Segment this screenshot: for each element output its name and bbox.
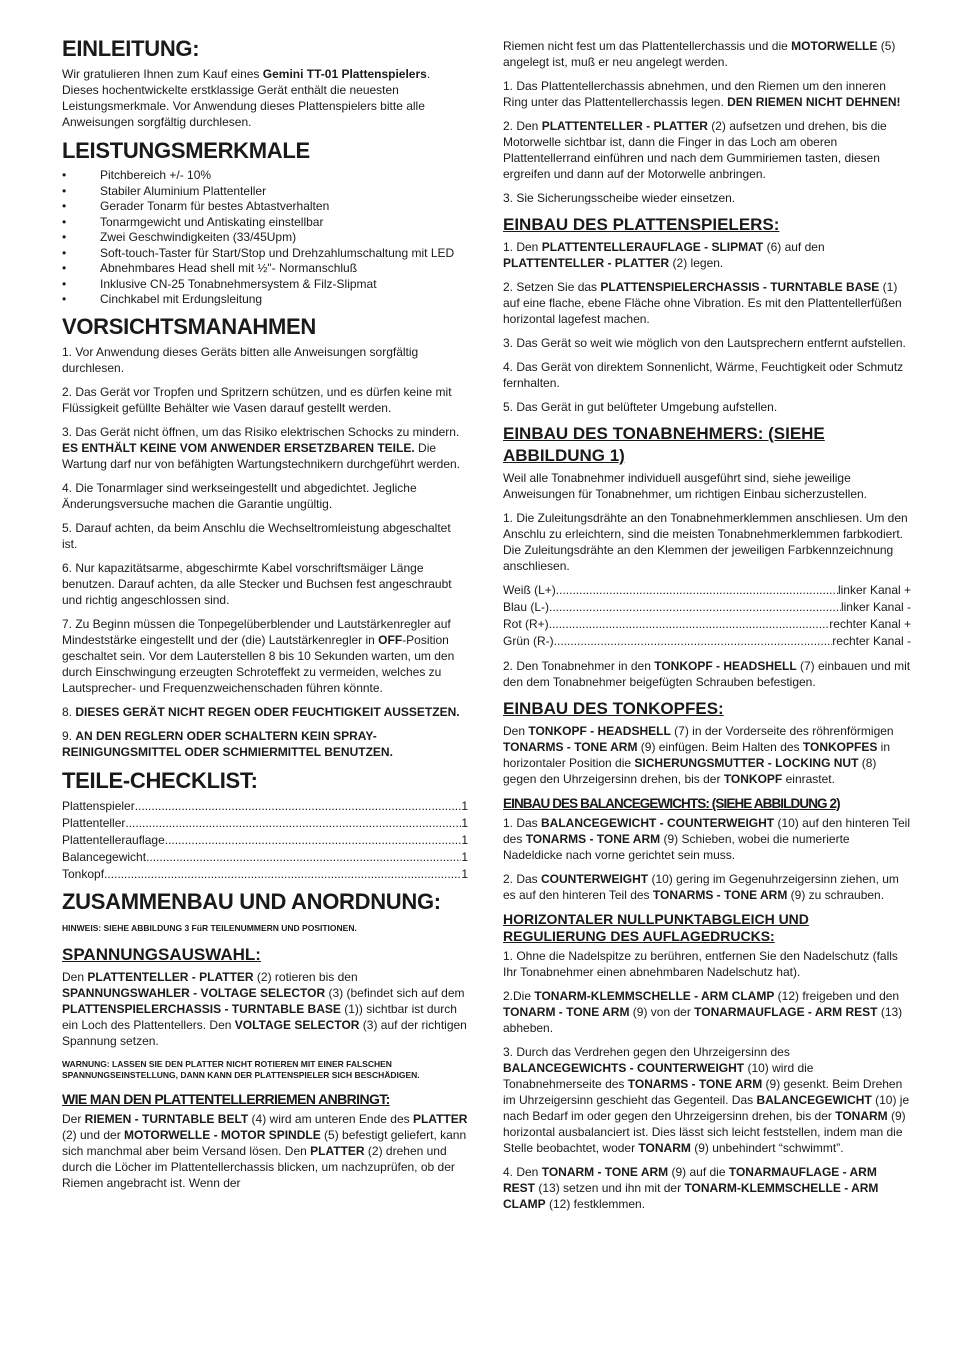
vorsicht-item: 5. Darauf achten, da beim Anschlu die Wechseltromleistung abgeschaltet ist. (62, 520, 451, 551)
tonabnehmer-step: 1. Die Zuleitungsdrähte an den Tonabnehmerklemmen anschliesen. Um den Anschlu zu erleichtern, sind die meisten Tonabnehmerklemmen farbkodiert. Die Zuleitungsdrähte an den Klemmen der jeweiligen Farbkennzeichnung anschliesen. (503, 511, 908, 573)
part-name: Tonkopf (62, 866, 105, 881)
tonabnehmer-step: 2. Den Tonabnehmer in den TONKOPF - HEADSHELL (7) einbauen und mit den dem Tonabnehmer beigefügten Schrauben befestigen. (503, 659, 911, 689)
einbau-step: 4. Das Gerät von direktem Sonnenlicht, Wärme, Feuchtigkeit oder Schmutz fernhalten. (503, 360, 904, 390)
einbau-tonabnehmer-heading: EINBAU DES TONABNEHMERS: (SIEHE ABBILDUNG 1) (503, 424, 825, 465)
riemen-heading: WIE MAN DEN PLATTENTELLERRIEMEN ANBRINGT: (62, 1090, 390, 1107)
balance-step: 2. Das COUNTERWEIGHT (10) gering im Gegenuhrzeigersinn ziehen, um es auf den hinteren Teil des TONARMS - TONE ARM (9) zu schrauben. (503, 872, 899, 902)
part-name: Plattenteller (62, 815, 126, 830)
list-item: • Pitchbereich +/- 10% (62, 168, 468, 184)
riemen-step: 1. Das Plattentellerchassis abnehmen, und den Riemen um den inneren Ring unter das Plattentellerchassis legen. DEN RIEMEN NICHT DEHNEN! (503, 79, 901, 109)
tonkopf-text: Den TONKOPF - HEADSHELL (7) in der Vorderseite des röhrenförmigen TONARMS - TONE ARM (9) einfügen. Beim Halten des TONKOPFES in horizontaler Position die SICHERUNGSMUTTER - LOCKING NUT (8) gegen den Uhrzeigersinn drehen, bis der TONKOPF einrastet. (503, 724, 894, 786)
wire-row (503, 633, 911, 650)
part-qty: 1 (461, 866, 468, 881)
vorsicht-item: 4. Die Tonarmlager sind werkseingestellt und abgedichtet. Jegliche Änderungsversuche machen die Garantie ungültig. (62, 480, 417, 511)
checklist-row (62, 849, 468, 866)
zusammenbau-note: HINWEIS: SIEHE ABBILDUNG 3 FüR TEILENUMMERN UND POSITIONEN. (62, 922, 357, 933)
list-item: • Zwei Geschwindigkeiten (33/45Upm) (62, 230, 468, 246)
spannung-warning: WARNUNG: LASSEN SIE DEN PLATTER NICHT ROTIEREN MIT EINER FALSCHEN SPANNUNGSEINSTELLUNG, DANN KANN DER PLATTENSPIELER SICH BESCHÄDIGEN. (62, 1058, 420, 1080)
checklist (62, 798, 468, 883)
wire-channel: linker Kanal - (840, 600, 911, 614)
part-qty: 1 (461, 815, 468, 830)
einbau-step: 2. Setzen Sie das PLATTENSPIELERCHASSIS - TURNTABLE BASE (1) auf eine flache, ebene Fläche ohne Vibration. Es mit den Plattentellerfüßen horizontal lagefest machen. (503, 280, 902, 326)
nullpunkt-heading: HORIZONTALER NULLPUNKTABGLEICH UND REGULIERUNG DES AUFLAGEDRUCKS: (503, 911, 809, 944)
vorsicht-item: 9. AN DEN REGLERN ODER SCHALTERN KEIN SPRAY-REINIGUNGSMITTEL ODER SCHMIERMITTEL BENUTZEN. (62, 728, 393, 759)
vorsicht-item: 6. Nur kapazitätsarme, abgeschirmte Kabel vorschriftsmäiger Länge benutzen. Darauf achten, da alle Stecker und Buchsen fest angeschraubt und richtig angeschlossen sind. (62, 560, 452, 607)
nullpunkt-step: 4. Den TONARM - TONE ARM (9) auf die TONARMAUFLAGE - ARM REST (13) setzen und ihn mit der TONARM-KLEMMSCHELLE - ARM CLAMP (12) festklemmen. (503, 1165, 879, 1211)
part-qty: 1 (461, 849, 468, 864)
einbau-step: 3. Das Gerät so weit wie möglich von den Lautsprechern entfernt aufstellen. (503, 336, 906, 350)
leistungsmerkmale-heading: LEISTUNGSMERKMALE (62, 138, 310, 163)
wire-row (503, 582, 911, 599)
checklist-row (62, 866, 468, 883)
nullpunkt-step: 3. Durch das Verdrehen gegen den Uhrzeigersinn des BALANCEGEWICHTS - COUNTERWEIGHT (10) wird die Tonabnehmerseite des TONARMS - TONE ARM (9) gesenkt. Beim Drehen im Uhrzeigersinn geschieht das Gegenteil. Das BALANCEGEWICHT (10) je nach Bedarf im oder gegen den Uhrzeigersinn drehen, bis der TONARM (9) horizontal ausbalanciert ist. Dies lässt sich leicht feststellen, indem man die Stelle beobachtet, woder TONARM (9) unbehindert “schwimmt”. (503, 1045, 910, 1155)
einbau-step: 1. Den PLATTENTELLERAUFLAGE - SLIPMAT (6) auf den PLATTENTELLER - PLATTER (2) legen. (503, 240, 825, 270)
wire-channel: rechter Kanal + (829, 617, 911, 631)
part-name: Plattenspieler (62, 798, 135, 813)
features-list (62, 168, 468, 308)
nullpunkt-step: 1. Ohne die Nadelspitze zu berühren, entfernen Sie den Nadelschutz (falls Ihr Tonabnehmer einen abnehmbaren Nadelschutz hat). (503, 949, 898, 979)
wire-color: Blau (L-) (503, 600, 550, 614)
balance-step: 1. Das BALANCEGEWICHT - COUNTERWEIGHT (10) auf den hinteren Teil des TONARMS - TONE ARM (9) Schieben, wobei die numerierte Nadeldicke nach vorne gerichtet sein muss. (503, 816, 910, 862)
nullpunkt-step: 2.Die TONARM-KLEMMSCHELLE - ARM CLAMP (12) freigeben und den TONARM - TONE ARM (9) von der TONARMAUFLAGE - ARM REST (13) abheben. (503, 989, 903, 1035)
list-item: • Inklusive CN-25 Tonabnehmersystem & Filz-Slipmat (62, 277, 468, 293)
wire-color: Weiß (L+) (503, 583, 556, 597)
riemen-step: 3. Sie Sicherungsscheibe wieder einsetzen. (503, 191, 736, 205)
zusammenbau-heading: ZUSAMMENBAU UND ANORDNUNG: (62, 888, 441, 914)
checklist-row (62, 832, 468, 849)
wire-color-table (503, 582, 911, 650)
part-qty: 1 (461, 798, 468, 813)
vorsicht-item: 1. Vor Anwendung dieses Geräts bitten alle Anweisungen sorgfältig durchlesen. (62, 344, 419, 375)
checklist-heading: TEILE-CHECKLIST: (62, 767, 258, 793)
vorsicht-heading: VORSICHTSMANAHMEN (62, 313, 317, 339)
einbau-plattenspieler-heading: EINBAU DES PLATTENSPIELERS: (503, 215, 780, 234)
riemen-text: Der RIEMEN - TURNTABLE BELT (4) wird am unteren Ende des PLATTER (2) und der MOTORWELLE - MOTOR SPINDLE (5) befestigt geliefert, kann sich manchmal aber beim Versand lösen. Den PLATTER (2) drehen und durch die Löcher im Plattentellerchassis blicken, um nachzuprüfen, ob der Riemen angebracht ist. Wenn der (62, 1111, 468, 1190)
wire-row (503, 616, 911, 633)
riemen-cont-text: Riemen nicht fest um das Plattentellerchassis und die MOTORWELLE (5) angelegt ist, muß er neu angelegt werden. (503, 39, 896, 69)
spannung-heading: SPANNUNGSAUSWAHL: (62, 944, 261, 964)
vorsicht-item: 7. Zu Beginn müssen die Tonpegelüberblender und Lautstärkenregler auf Mindeststärke eingestellt und der (die) Lautstärkenregler in OFF-Position geschaltet sein. Vor dem Lauterstellen 8 bis 10 Sekunden warten, um den durch Einschwingung erzeugten Schroteffekt zu vermeiden, welches zu Lautsprecher- und Frequenzweichenschaden führen könnte. (62, 616, 455, 695)
part-name: Plattentellerauflage (62, 832, 165, 847)
einbau-step: 5. Das Gerät in gut belüfteter Umgebung aufstellen. (503, 400, 778, 414)
list-item: • Gerader Tonarm für bestes Abtastverhalten (62, 199, 468, 215)
wire-row (503, 599, 911, 616)
list-item: • Stabiler Aluminium Plattenteller (62, 184, 468, 200)
wire-channel: linker Kanal + (837, 583, 911, 597)
wire-channel: rechter Kanal - (832, 634, 911, 648)
tonabnehmer-intro: Weil alle Tonabnehmer individuell ausgeführt sind, siehe jeweilige Anweisungen für Tonabnehmer, um richtigen Einbau sicherzustellen. (503, 471, 867, 501)
vorsicht-item: 2. Das Gerät vor Tropfen und Spritzern schützen, und es dürfen keine mit Flüssigkeit gefüllte Behälter wie Vasen darauf gestellt werden. (62, 384, 452, 415)
part-name: Balancegewicht (62, 849, 147, 864)
checklist-row (62, 815, 468, 832)
list-item: • Cinchkabel mit Erdungsleitung (62, 292, 468, 308)
left-column (62, 36, 468, 1199)
list-item: • Soft-touch-Taster für Start/Stop und Drehzahlumschaltung mit LED (62, 246, 468, 262)
checklist-row (62, 798, 468, 815)
spannung-text: Den PLATTENTELLER - PLATTER (2) rotieren bis den SPANNUNGSWAHLER - VOLTAGE SELECTOR (3) (befindet sich auf dem PLATTENSPIELERCHASSIS - TURNTABLE BASE (1)) sichtbar ist durch ein Loch des Plattentellers. Den VOLTAGE SELECTOR (3) auf der richtigen Spannung setzen. (62, 969, 467, 1048)
riemen-step: 2. Den PLATTENTELLER - PLATTER (2) aufsetzen und drehen, bis die Motorwelle sichtbar ist, dann die Finger in das Loch am oberen Plattentellerrand einführen und nach dem Gummiriemen tasten, diesen ergreifen und dann auf der Motorwelle anbringen. (503, 119, 887, 181)
list-item: • Tonarmgewicht und Antiskating einstellbar (62, 215, 468, 231)
einleitung-text: Wir gratulieren Ihnen zum Kauf eines Gemini TT-01 Plattenspielers. Dieses hochentwickelte erstklassige Gerät enthält die neuesten Leistungsmerkmale. Vor Anwendung dieses Plattenspielers bitte alle Anweisungen sorgfältig durchlesen. (62, 67, 431, 129)
vorsicht-item: 3. Das Gerät nicht öffnen, um das Risiko elektrischen Schocks zu mindern. ES ENTHÄLT KEINE VOM ANWENDER ERSETZBAREN TEILE. Die Wartung darf nur von befähigten Wartungstechnikern durchgeführt werden. (62, 424, 461, 471)
wire-color: Grün (R-) (503, 634, 554, 648)
part-qty: 1 (461, 832, 468, 847)
balance-heading: EINBAU DES BALANCEGEWICHTS: (SIEHE ABBILDUNG 2) (503, 796, 840, 811)
einleitung-heading: EINLEITUNG: (62, 36, 200, 61)
einbau-tonkopf-heading: EINBAU DES TONKOPFES: (503, 699, 724, 718)
wire-color: Rot (R+) (503, 617, 549, 631)
list-item: • Abnehmbares Head shell mit ½"- Normanschluß (62, 261, 468, 277)
vorsicht-item: 8. DIESES GERÄT NICHT REGEN ODER FEUCHTIGKEIT AUSSETZEN. (62, 704, 460, 719)
right-column (503, 38, 911, 1220)
